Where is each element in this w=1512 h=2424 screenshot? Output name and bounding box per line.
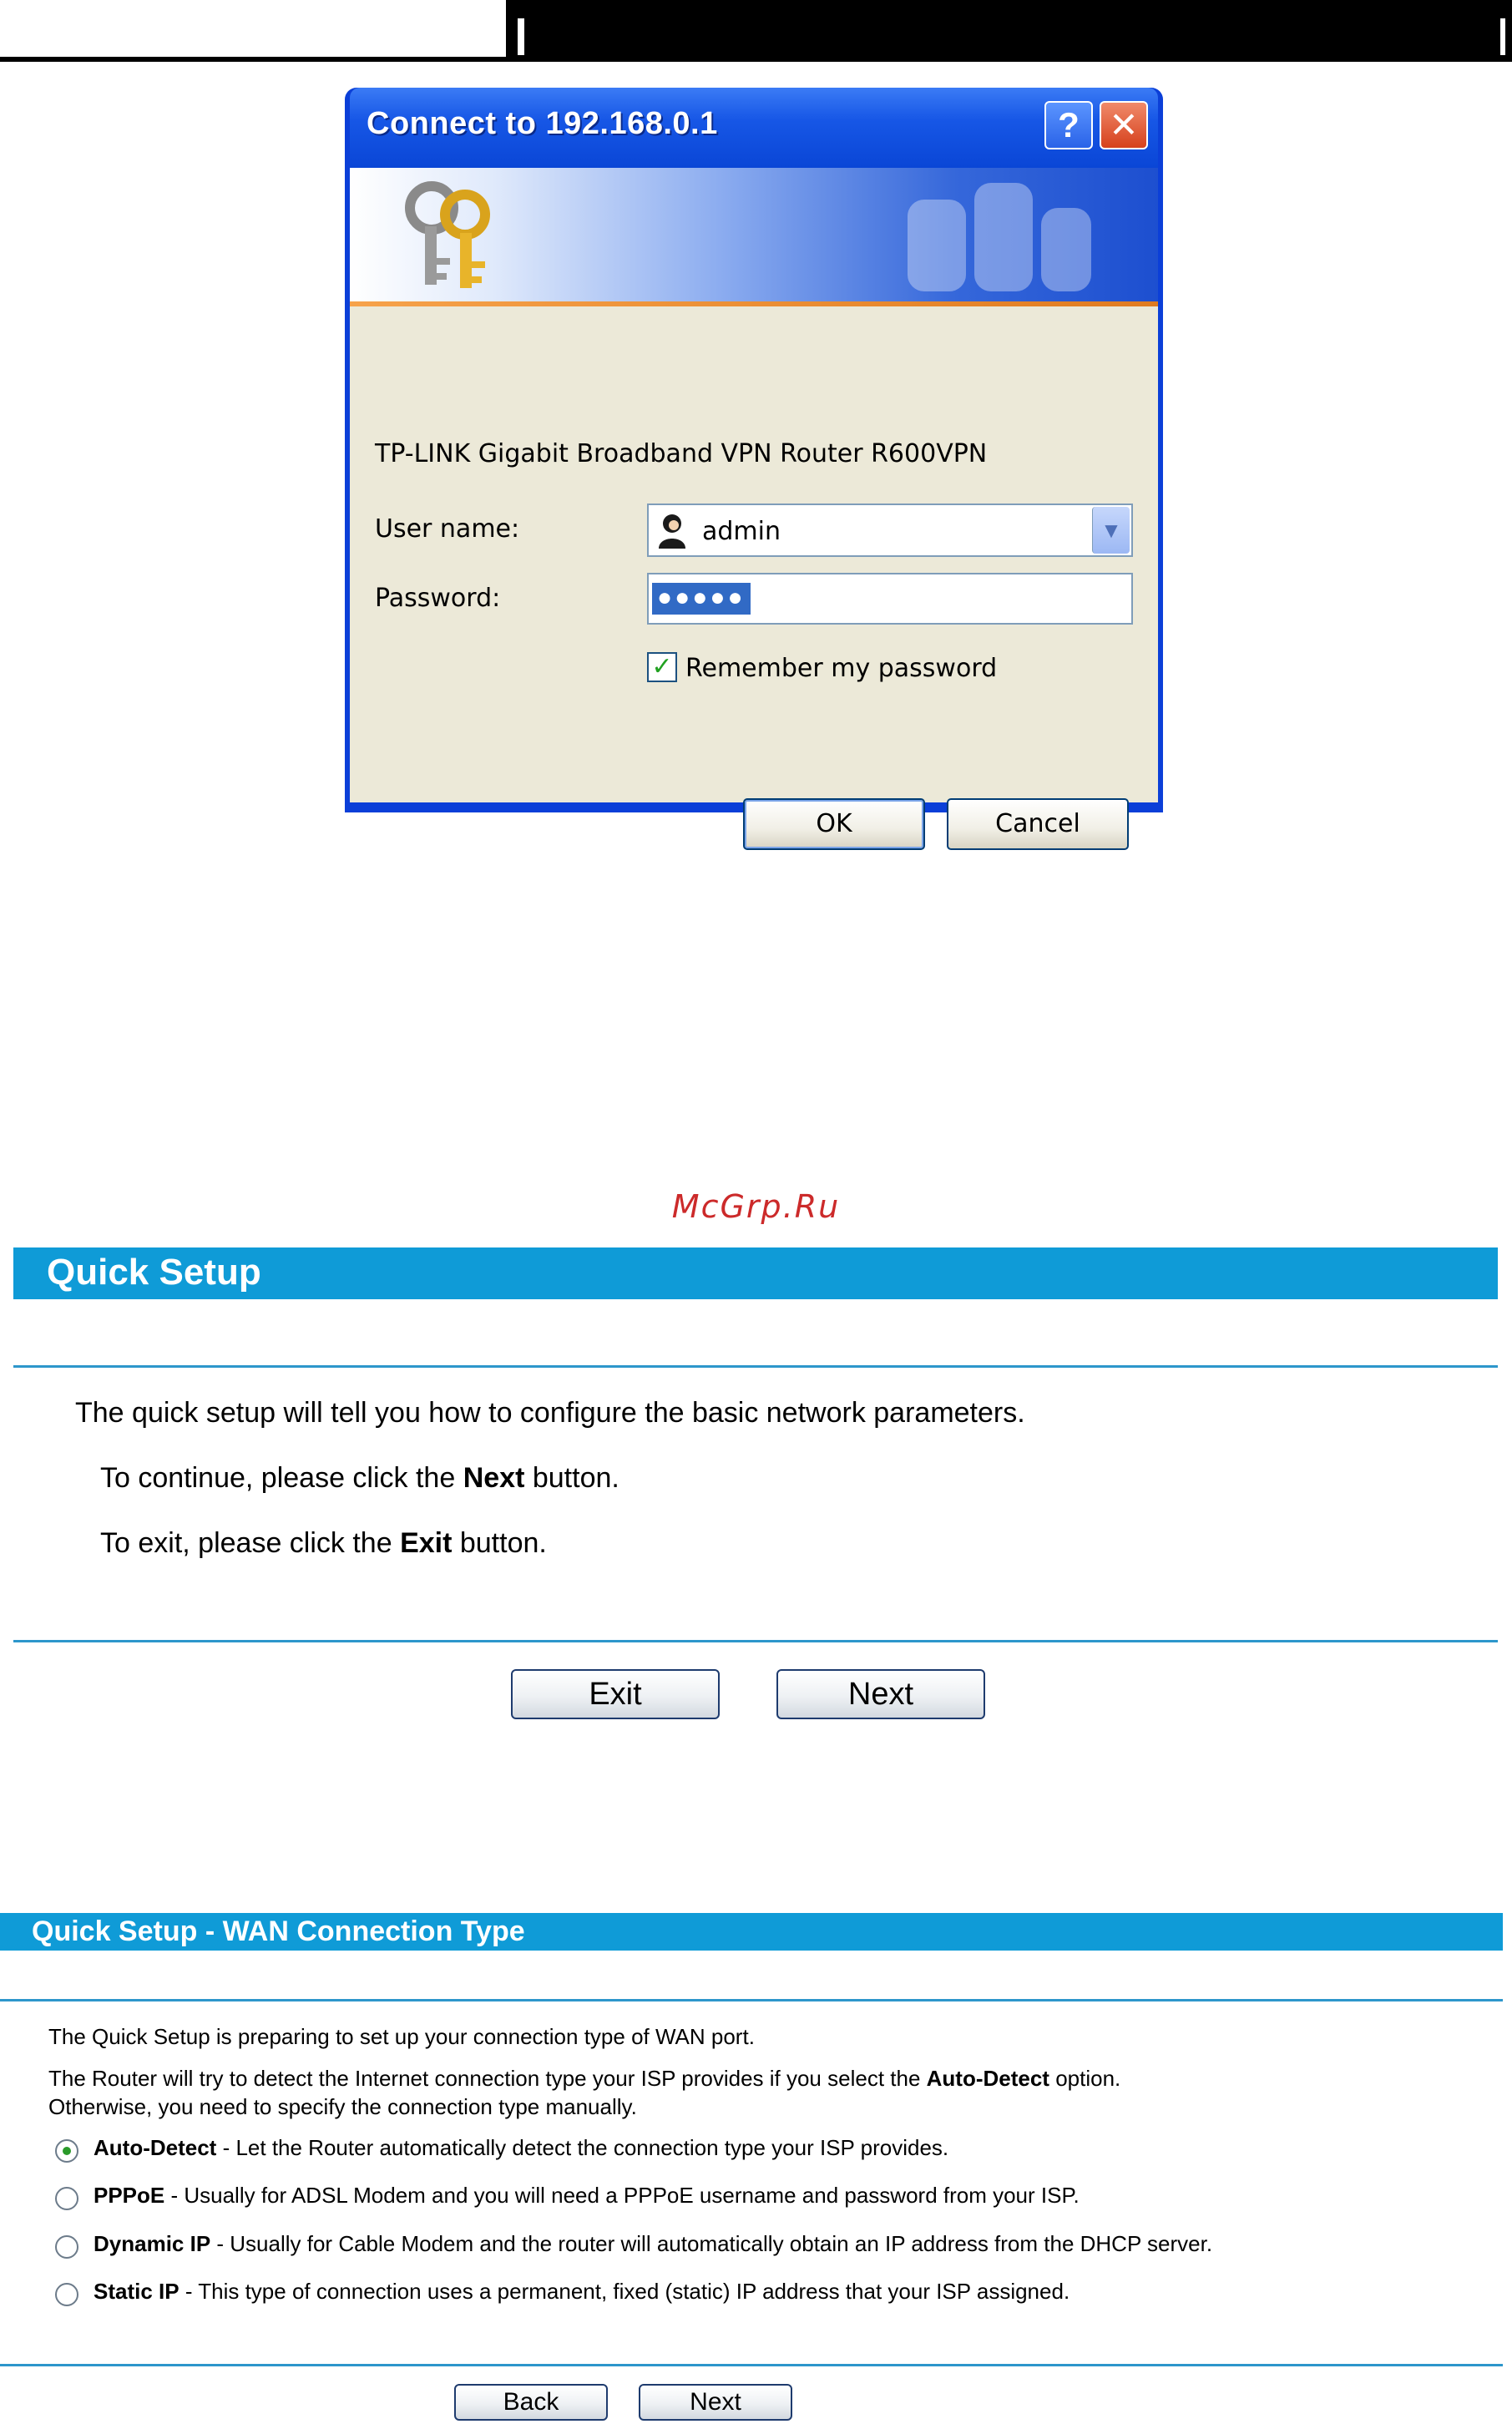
option-static-ip[interactable]: Static IP - This type of connection uses a permanent, fixed (static) IP address that your ISP assigned. xyxy=(94,2279,1070,2304)
option-auto-detect[interactable]: Auto-Detect - Let the Router automatically detect the connection type your ISP provides. xyxy=(94,2135,949,2160)
wan-intro-2: The Router will try to detect the Internet connection type your ISP provides if you select the Auto-Detect option. xyxy=(48,2066,1121,2091)
dialog-body xyxy=(350,168,1158,838)
quick-setup-bottom-rule xyxy=(13,1640,1498,1642)
radio-static-ip[interactable] xyxy=(55,2283,78,2306)
remember-password-label: Remember my password xyxy=(685,654,998,683)
ok-button[interactable]: OK xyxy=(743,798,925,850)
radio-pppoe[interactable] xyxy=(55,2187,78,2210)
wan-next-button[interactable]: Next xyxy=(639,2384,792,2421)
header-black-bar xyxy=(506,0,1512,62)
chevron-down-icon[interactable]: ▼ xyxy=(1092,507,1130,554)
banner-divider xyxy=(350,301,1158,306)
wan-bottom-rule xyxy=(0,2364,1503,2366)
exit-button[interactable]: Exit xyxy=(511,1669,720,1719)
back-button[interactable]: Back xyxy=(454,2384,608,2421)
cancel-button[interactable]: Cancel xyxy=(947,798,1129,850)
manual-page-header xyxy=(0,0,1512,63)
dialog-banner xyxy=(350,168,1158,301)
close-button[interactable]: ✕ xyxy=(1100,101,1148,149)
option-pppoe[interactable]: PPPoE - Usually for ADSL Modem and you will need a PPPoE username and password from your ISP. xyxy=(94,2183,1080,2208)
header-rule xyxy=(0,57,511,62)
username-label: User name: xyxy=(375,514,520,544)
realm-text: TP-LINK Gigabit Broadband VPN Router R600VPN xyxy=(375,439,988,468)
option-dynamic-ip[interactable]: Dynamic IP - Usually for Cable Modem and the router will automatically obtain an IP address from the DHCP server. xyxy=(94,2231,1213,2256)
login-dialog xyxy=(345,88,1163,838)
wan-intro-1: The Quick Setup is preparing to set up your connection type of WAN port. xyxy=(48,2024,755,2049)
quick-setup-intro: The quick setup will tell you how to configure the basic network parameters. xyxy=(75,1397,1025,1429)
decorative-keys-watermark-icon xyxy=(891,175,1108,300)
wan-connection-type-title: Quick Setup - WAN Connection Type xyxy=(0,1913,1503,1951)
wan-top-rule xyxy=(0,1999,1503,2001)
wan-intro-3: Otherwise, you need to specify the connection type manually. xyxy=(48,2094,637,2119)
dialog-titlebar[interactable] xyxy=(350,88,1158,168)
help-button[interactable]: ? xyxy=(1044,101,1093,149)
username-value: admin xyxy=(702,517,781,546)
dialog-title: Connect to 192.168.0.1 xyxy=(367,106,718,141)
quick-setup-exit-text: To exit, please click the Exit button. xyxy=(100,1527,547,1559)
password-label: Password: xyxy=(375,584,501,613)
watermark-text: McGrp.Ru xyxy=(671,1188,841,1225)
radio-dynamic-ip[interactable] xyxy=(55,2235,78,2259)
password-input[interactable] xyxy=(647,573,1133,625)
quick-setup-title: Quick Setup xyxy=(13,1247,1498,1299)
checkbox-checked-icon[interactable]: ✓ xyxy=(647,652,677,682)
quick-setup-continue-text: To continue, please click the Next button. xyxy=(100,1462,619,1494)
quick-setup-top-rule xyxy=(13,1365,1498,1368)
radio-auto-detect[interactable] xyxy=(55,2139,78,2163)
keys-icon xyxy=(388,175,505,300)
next-button[interactable]: Next xyxy=(776,1669,985,1719)
password-value: ●●●●● xyxy=(652,583,751,615)
user-icon xyxy=(655,512,689,549)
username-combobox[interactable] xyxy=(647,504,1133,557)
